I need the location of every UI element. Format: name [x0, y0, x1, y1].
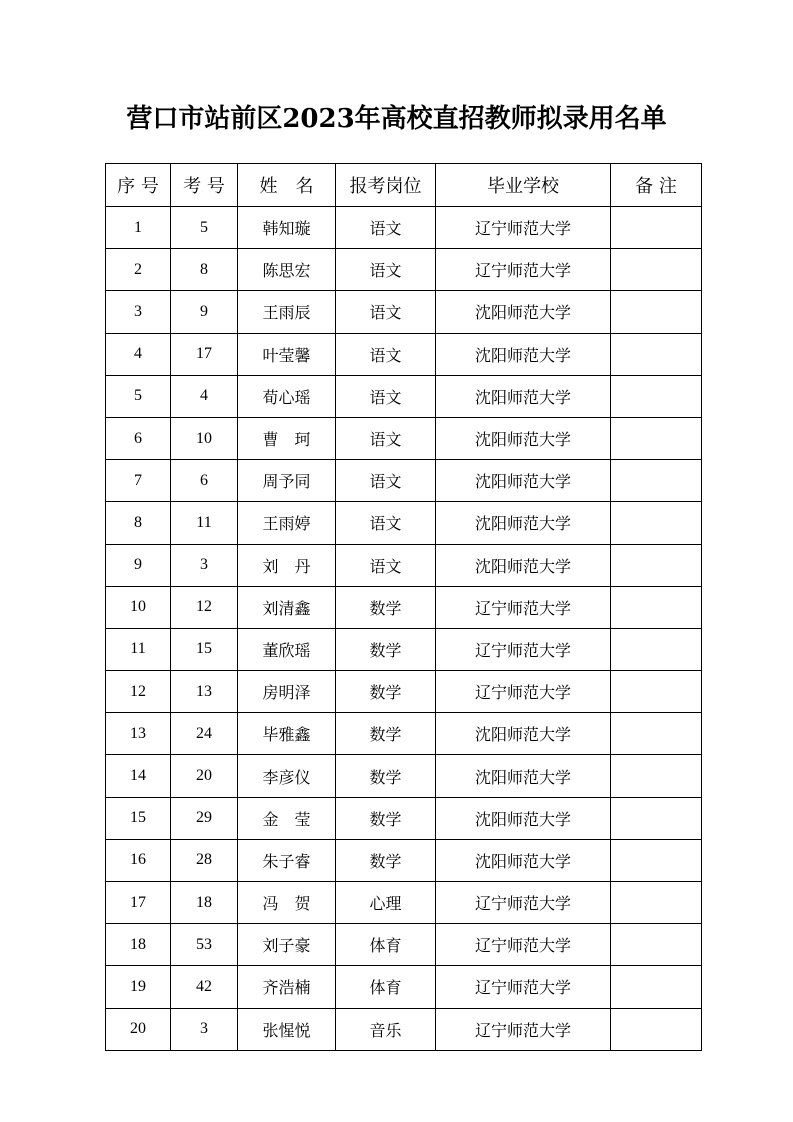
- cell-exam-no: 15: [171, 628, 238, 670]
- table-row: [106, 966, 702, 1008]
- cell-name: 王雨婷: [238, 502, 336, 544]
- cell-exam-no: 42: [171, 966, 238, 1008]
- cell-school: 沈阳师范大学: [436, 839, 611, 881]
- cell-name: 李彦仪: [238, 755, 336, 797]
- table-row: [106, 460, 702, 502]
- cell-school: 辽宁师范大学: [436, 249, 611, 291]
- cell-seq: 4: [106, 333, 171, 375]
- cell-remarks: [611, 628, 702, 670]
- cell-seq: 10: [106, 586, 171, 628]
- cell-remarks: [611, 671, 702, 713]
- cell-seq: 5: [106, 375, 171, 417]
- cell-school: 沈阳师范大学: [436, 755, 611, 797]
- cell-position: 语文: [336, 333, 436, 375]
- cell-exam-no: 17: [171, 333, 238, 375]
- table-row: [106, 671, 702, 713]
- cell-remarks: [611, 1008, 702, 1050]
- cell-remarks: [611, 502, 702, 544]
- cell-position: 心理: [336, 882, 436, 924]
- cell-exam-no: 5: [171, 207, 238, 249]
- table-row: [106, 797, 702, 839]
- table-row: [106, 249, 702, 291]
- cell-school: 沈阳师范大学: [436, 291, 611, 333]
- cell-school: 沈阳师范大学: [436, 375, 611, 417]
- cell-remarks: [611, 249, 702, 291]
- page-title: 营口市站前区2023年高校直招教师拟录用名单: [126, 104, 667, 134]
- cell-position: 语文: [336, 417, 436, 459]
- header-school: 毕业学校: [436, 164, 611, 207]
- cell-seq: 17: [106, 882, 171, 924]
- cell-exam-no: 12: [171, 586, 238, 628]
- table-row: [106, 628, 702, 670]
- cell-exam-no: 53: [171, 924, 238, 966]
- cell-seq: 12: [106, 671, 171, 713]
- cell-exam-no: 24: [171, 713, 238, 755]
- cell-name: 刘子豪: [238, 924, 336, 966]
- cell-remarks: [611, 924, 702, 966]
- cell-school: 沈阳师范大学: [436, 333, 611, 375]
- table-row: [106, 333, 702, 375]
- cell-seq: 16: [106, 839, 171, 881]
- cell-seq: 8: [106, 502, 171, 544]
- cell-name: 房明泽: [238, 671, 336, 713]
- cell-remarks: [611, 333, 702, 375]
- cell-school: 沈阳师范大学: [436, 544, 611, 586]
- cell-school: 辽宁师范大学: [436, 966, 611, 1008]
- cell-seq: 6: [106, 417, 171, 459]
- cell-position: 语文: [336, 375, 436, 417]
- cell-position: 音乐: [336, 1008, 436, 1050]
- cell-position: 数学: [336, 839, 436, 881]
- cell-remarks: [611, 966, 702, 1008]
- cell-school: 沈阳师范大学: [436, 460, 611, 502]
- cell-position: 数学: [336, 586, 436, 628]
- cell-name: 周予同: [238, 460, 336, 502]
- cell-school: 辽宁师范大学: [436, 586, 611, 628]
- cell-position: 体育: [336, 966, 436, 1008]
- cell-position: 数学: [336, 671, 436, 713]
- cell-seq: 9: [106, 544, 171, 586]
- table-row: [106, 586, 702, 628]
- cell-remarks: [611, 417, 702, 459]
- cell-school: 辽宁师范大学: [436, 1008, 611, 1050]
- header-position: 报考岗位: [336, 164, 436, 207]
- cell-remarks: [611, 882, 702, 924]
- cell-exam-no: 6: [171, 460, 238, 502]
- table-row: [106, 882, 702, 924]
- table-row: [106, 544, 702, 586]
- cell-remarks: [611, 586, 702, 628]
- cell-name: 曹 珂: [238, 417, 336, 459]
- cell-name: 刘 丹: [238, 544, 336, 586]
- header-name: 姓 名: [238, 164, 336, 207]
- cell-remarks: [611, 755, 702, 797]
- cell-remarks: [611, 375, 702, 417]
- cell-remarks: [611, 713, 702, 755]
- cell-seq: 13: [106, 713, 171, 755]
- cell-name: 朱子睿: [238, 839, 336, 881]
- table-row: [106, 839, 702, 881]
- header-remarks: 备 注: [611, 164, 702, 207]
- cell-name: 董欣瑶: [238, 628, 336, 670]
- table-row: [106, 502, 702, 544]
- table-row: [106, 924, 702, 966]
- cell-remarks: [611, 797, 702, 839]
- cell-name: 刘清鑫: [238, 586, 336, 628]
- cell-seq: 3: [106, 291, 171, 333]
- cell-name: 冯 贺: [238, 882, 336, 924]
- cell-school: 辽宁师范大学: [436, 882, 611, 924]
- cell-position: 体育: [336, 924, 436, 966]
- cell-exam-no: 4: [171, 375, 238, 417]
- cell-school: 辽宁师范大学: [436, 924, 611, 966]
- cell-name: 王雨辰: [238, 291, 336, 333]
- cell-seq: 7: [106, 460, 171, 502]
- cell-school: 辽宁师范大学: [436, 671, 611, 713]
- cell-exam-no: 9: [171, 291, 238, 333]
- cell-exam-no: 13: [171, 671, 238, 713]
- cell-position: 数学: [336, 713, 436, 755]
- cell-position: 数学: [336, 797, 436, 839]
- cell-seq: 11: [106, 628, 171, 670]
- cell-position: 语文: [336, 249, 436, 291]
- cell-seq: 14: [106, 755, 171, 797]
- cell-school: 辽宁师范大学: [436, 207, 611, 249]
- cell-name: 韩知璇: [238, 207, 336, 249]
- cell-position: 语文: [336, 460, 436, 502]
- cell-seq: 1: [106, 207, 171, 249]
- cell-name: 金 莹: [238, 797, 336, 839]
- table-row: [106, 375, 702, 417]
- cell-seq: 20: [106, 1008, 171, 1050]
- table-row: [106, 291, 702, 333]
- cell-position: 语文: [336, 291, 436, 333]
- cell-exam-no: 28: [171, 839, 238, 881]
- cell-name: 齐浩楠: [238, 966, 336, 1008]
- cell-school: 沈阳师范大学: [436, 502, 611, 544]
- cell-remarks: [611, 839, 702, 881]
- cell-exam-no: 18: [171, 882, 238, 924]
- cell-name: 叶莹馨: [238, 333, 336, 375]
- table-row: [106, 713, 702, 755]
- header-seq: 序 号: [106, 164, 171, 207]
- cell-exam-no: 11: [171, 502, 238, 544]
- cell-seq: 2: [106, 249, 171, 291]
- table-body: [106, 207, 702, 1051]
- cell-remarks: [611, 460, 702, 502]
- hiring-list-table: [105, 163, 702, 1051]
- cell-school: 辽宁师范大学: [436, 628, 611, 670]
- table-row: [106, 755, 702, 797]
- cell-position: 数学: [336, 628, 436, 670]
- cell-name: 荀心瑶: [238, 375, 336, 417]
- cell-seq: 18: [106, 924, 171, 966]
- cell-exam-no: 3: [171, 1008, 238, 1050]
- table-row: [106, 417, 702, 459]
- cell-seq: 15: [106, 797, 171, 839]
- cell-school: 沈阳师范大学: [436, 797, 611, 839]
- cell-position: 数学: [336, 755, 436, 797]
- cell-exam-no: 3: [171, 544, 238, 586]
- cell-remarks: [611, 544, 702, 586]
- cell-exam-no: 29: [171, 797, 238, 839]
- cell-school: 沈阳师范大学: [436, 713, 611, 755]
- cell-school: 沈阳师范大学: [436, 417, 611, 459]
- cell-name: 毕雅鑫: [238, 713, 336, 755]
- cell-position: 语文: [336, 502, 436, 544]
- cell-remarks: [611, 291, 702, 333]
- cell-position: 语文: [336, 207, 436, 249]
- cell-name: 张惺悦: [238, 1008, 336, 1050]
- cell-exam-no: 20: [171, 755, 238, 797]
- table-row: [106, 1008, 702, 1050]
- cell-exam-no: 8: [171, 249, 238, 291]
- cell-name: 陈思宏: [238, 249, 336, 291]
- table-header-row: [106, 164, 702, 207]
- cell-exam-no: 10: [171, 417, 238, 459]
- header-exam-no: 考 号: [171, 164, 238, 207]
- cell-seq: 19: [106, 966, 171, 1008]
- table-row: [106, 207, 702, 249]
- cell-remarks: [611, 207, 702, 249]
- cell-position: 语文: [336, 544, 436, 586]
